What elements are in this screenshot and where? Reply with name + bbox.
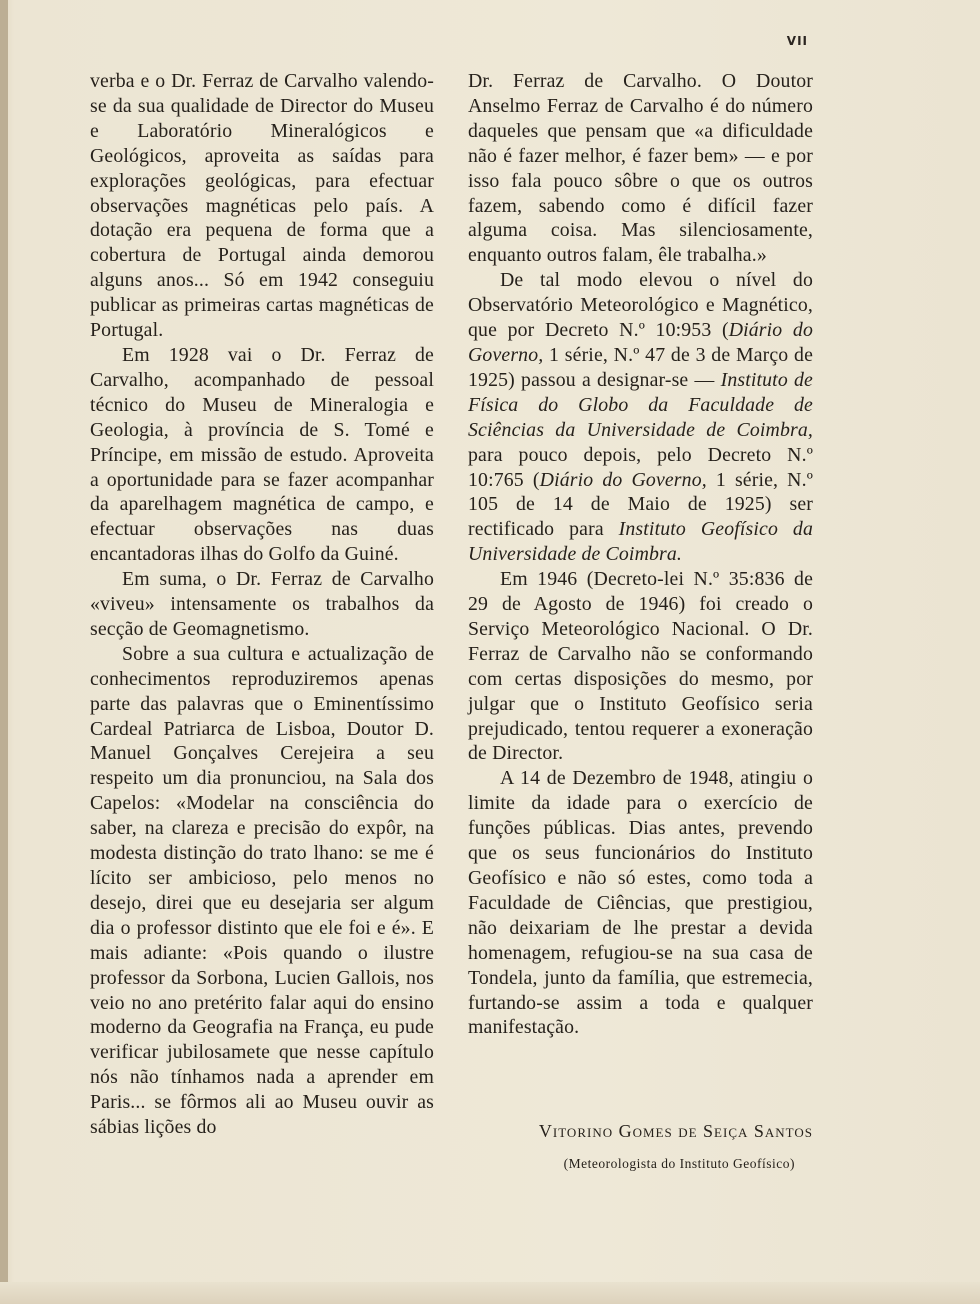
text-run: De tal modo elevou o nível do Observatório Meteorológico e Magnético, que por Decreto N.º 10:953 ( bbox=[468, 269, 813, 342]
text-run: 1 série, N.º 47 de 3 de Março de 1925) passou a designar-se — bbox=[468, 343, 813, 391]
paragraph: A 14 de Dezembro de 1948, atingiu o limite da idade para o exercício de funções públicas. Dias antes, prevendo que os seus funcionários do Instituto Geofísico e não só estes, como toda a Faculdade de Ciências, que prestigiou, não deixariam de lhe prestar a devida homenagem, refugiou-se na sua casa de Tondela, junto da família, que estremecia, furtando-se assim a toda e qualquer manifestação. bbox=[468, 767, 813, 1039]
paragraph: Sobre a sua cultura e actualização de conhecimentos reproduziremos apenas parte das palavras que o Eminentíssimo Cardeal Patriarca de Lisboa, Doutor D. Manuel Gonçalves Cerejeira a seu respeito um dia pronunciou, na Sala dos Capelos: «Modelar na consciência do saber, na clareza e precisão do expôr, na modesta distinção do trato lhano: se me é lícito ser ambicioso, pelo menos no desejo, direi que eu desejaria ser algum dia o professor distinto que ele foi e é». E mais adiante: «Pois quando o ilustre professor da Sorbona, Lucien Gallois, nos veio no ano pretérito falar aqui do ensino moderno da Geografia na França, eu pude verificar jubilosamete que nesse capítulo nós não tínhamos nada a aprender em Paris... se fôrmos ali ao Museu ouvir as sábias lições do bbox=[90, 642, 434, 1139]
text-run: para pouco depois, pelo Decreto N.º 10:765 ( bbox=[468, 443, 813, 491]
italic-run: Instituto Geofísico da Universidade de Coimbra. bbox=[468, 518, 813, 566]
paragraph: verba e o Dr. Ferraz de Carvalho valendo-se da sua qualidade de Director do Museu e Laboratório Mineralógicos e Geológicos, aproveita as saídas para explorações geológicas, para efectuar observações magnéticas pelo país. A dotação era pequena de forma que a cobertura de Portugal ainda demorou alguns anos... Só em 1942 conseguiu publicar as primeiras cartas magnéticas de Portugal. bbox=[90, 70, 434, 342]
page-edge-shadow bbox=[0, 0, 8, 1304]
left-text-column bbox=[90, 69, 434, 1140]
paragraph: Em 1928 vai o Dr. Ferraz de Carvalho, acompanhado de pessoal técnico do Museu de Mineralogia e Geologia, à província de S. Tomé e Príncipe, em missão de estudo. Aproveita a oportunidade para se fazer acompanhar da aparelhagem magnética de campo, e efectuar observações nas duas encantadoras ilhas do Golfo da Guiné. bbox=[90, 343, 434, 566]
paragraph: Em suma, o Dr. Ferraz de Carvalho «viveu» intensamente os trabalhos da secção de Geomagnetismo. bbox=[90, 568, 434, 640]
page-bottom-edge bbox=[0, 1282, 980, 1304]
paragraph: Dr. Ferraz de Carvalho. O Doutor Anselmo Ferraz de Carvalho é do número daqueles que pensam que «a dificuldade não é fazer melhor, é fazer bem» — e por isso fala pouco sôbre o que os outros fazem, sabendo como é difícil fazer alguma coisa. Mas silenciosamente, enquanto outros falam, êle trabalha.» bbox=[468, 70, 813, 267]
paragraph: Em 1946 (Decreto-lei N.º 35:836 de 29 de Agosto de 1946) foi creado o Serviço Meteorológico Nacional. O Dr. Ferraz de Carvalho não se conformando com certas disposições do mesmo, por julgar que o Instituto Geofísico seria prejudicado, tentou requerer a exoneração de Director. bbox=[468, 568, 813, 765]
italic-run: Diário do Governo, bbox=[468, 319, 813, 366]
italic-run: Instituto de Física do Globo da Faculdade de Sciências da Universidade de Coimbra, bbox=[468, 368, 813, 441]
italic-run: Diário do Governo, bbox=[539, 468, 707, 491]
right-text-column bbox=[468, 69, 813, 1040]
author-affiliation: (Meteorologista do Instituto Geofísico) bbox=[563, 1156, 795, 1171]
author-signature: Vitorino Gomes de Seiça Santos bbox=[538, 1121, 813, 1141]
page-number: VII bbox=[786, 34, 808, 48]
paragraph-decree bbox=[468, 268, 813, 567]
text-run: 1 série, N.º 105 de 14 de Maio de 1925) ser rectificado para bbox=[468, 468, 813, 541]
